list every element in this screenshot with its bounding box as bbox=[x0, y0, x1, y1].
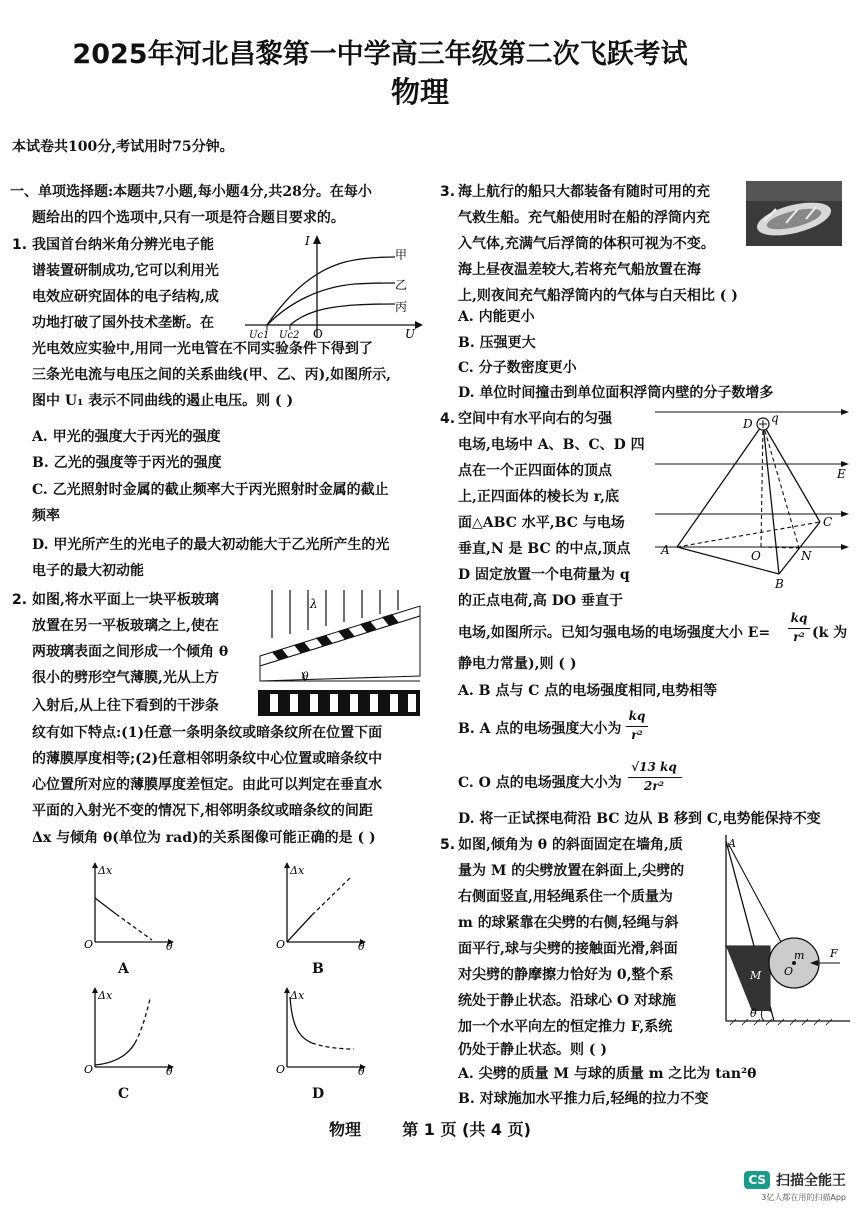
force-f-label: F bbox=[830, 947, 838, 960]
q5-line: 加一个水平向左的恒定推力 F,系统 bbox=[458, 1019, 673, 1035]
scanner-watermark bbox=[744, 1170, 846, 1203]
axis-label-i: I bbox=[305, 234, 310, 248]
graph-label-a: A bbox=[118, 961, 129, 977]
graph-theta-label: θ bbox=[166, 1065, 173, 1075]
field-e-label: E bbox=[837, 467, 846, 481]
point-c-label: C bbox=[823, 515, 833, 529]
question-number: 5. bbox=[440, 837, 456, 853]
q4-line: 的正点电荷,高 DO 垂直于 bbox=[458, 593, 623, 609]
q2-line: 如图,将水平面上一块平板玻璃 bbox=[32, 592, 219, 608]
scanner-tagline: 3亿人都在用的扫描App bbox=[761, 1193, 846, 1202]
graph-label-d: D bbox=[312, 1086, 325, 1102]
q4-option-b: B. A 点的电场强度大小为 bbox=[458, 721, 622, 737]
q2-line: Δx 与倾角 θ(单位为 rad)的关系图像可能正确的是 ( ) bbox=[32, 830, 376, 846]
q1-line: 功地打破了国外技术垄断。在 bbox=[32, 315, 214, 331]
inflatable-boat-photo bbox=[746, 181, 842, 246]
q4-line: 点在一个正四面体的顶点 bbox=[458, 463, 612, 479]
exam-title: 2025年河北昌黎第一中学高三年级第二次飞跃考试 bbox=[72, 39, 688, 70]
exam-intro: 本试卷共100分,考试用时75分钟。 bbox=[12, 139, 234, 155]
q2-line: 的薄膜厚度相等;(2)任意相邻明条纹中心位置或暗条纹中 bbox=[32, 751, 383, 767]
q3-option-b: B. 压强更大 bbox=[458, 335, 536, 351]
q5-option-b: B. 对球施加水平推力后,轻绳的拉力不变 bbox=[458, 1091, 709, 1107]
uc2-label: Uc2 bbox=[279, 330, 300, 341]
curve-label-jia: 甲 bbox=[395, 248, 408, 262]
q1-line: 我国首台纳米角分辨光电子能 bbox=[32, 237, 214, 253]
q3-line: 入气体,充满气后浮筒的体积可视为不变。 bbox=[458, 236, 715, 252]
frac-bar bbox=[626, 726, 648, 727]
q4-tetrahedron-figure bbox=[655, 402, 850, 592]
q4-line: 面△ABC 水平,BC 与电场 bbox=[458, 515, 625, 531]
q2-graph-d bbox=[272, 985, 367, 1075]
q1-line: 图中 U₁ 表示不同曲线的遏止电压。则 ( ) bbox=[32, 393, 294, 409]
q2-line: 纹有如下特点:(1)任意一条明条纹或暗条纹所在位置下面 bbox=[32, 725, 383, 741]
frac-bar bbox=[788, 628, 810, 629]
question-number: 3. bbox=[440, 184, 456, 200]
q5-option-a: A. 尖劈的质量 M 与球的质量 m 之比为 tan²θ bbox=[458, 1066, 757, 1082]
frac-num: √13 kq bbox=[631, 760, 677, 774]
graph-theta-label: θ bbox=[358, 1065, 365, 1075]
q1-option-c-cont: 频率 bbox=[32, 508, 60, 524]
section-heading-line2: 题给出的四个选项中,只有一项是符合题目要求的。 bbox=[32, 210, 345, 226]
graph-label-b: B bbox=[312, 961, 324, 977]
q2-line: 很小的劈形空气薄膜,光从上方 bbox=[32, 670, 219, 686]
cs-logo-icon: CS bbox=[744, 1171, 770, 1189]
q5-line: 面平行,球与尖劈的接触面光滑,斜面 bbox=[458, 941, 678, 957]
graph-label-c: C bbox=[118, 1086, 130, 1102]
q1-line: 三条光电流与电压之间的关系曲线(甲、乙、丙),如图所示, bbox=[32, 367, 391, 383]
graph-origin-label: O bbox=[276, 1063, 286, 1075]
q1-option-a: A. 甲光的强度大于丙光的强度 bbox=[32, 429, 221, 445]
q2-wedge-figure bbox=[250, 586, 425, 721]
point-d-label: D bbox=[743, 417, 753, 431]
scanner-app-name: 扫描全能王 bbox=[776, 1173, 846, 1189]
q4-line: D 固定放置一个电荷量为 q bbox=[458, 567, 630, 583]
q4-line: (k 为 bbox=[812, 625, 848, 641]
q2-line: 两玻璃表面之间形成一个倾角 θ bbox=[32, 644, 229, 660]
q5-line: 如图,倾角为 θ 的斜面固定在墙角,质 bbox=[458, 837, 683, 853]
charge-q-label: q bbox=[771, 411, 779, 425]
frac-num: kq bbox=[628, 709, 646, 723]
uc1-label: Uc1 bbox=[249, 330, 270, 341]
q1-option-d: D. 甲光所产生的光电子的最大初动能大于乙光所产生的光 bbox=[32, 537, 390, 553]
point-b-label: B bbox=[775, 577, 784, 591]
q4-option-a: A. B 点与 C 点的电场强度相同,电势相等 bbox=[458, 683, 718, 699]
q4-line: 空间中有水平向右的匀强 bbox=[458, 411, 612, 427]
graph-dx-label: Δx bbox=[290, 989, 305, 1002]
footer-subject: 物理 bbox=[329, 1120, 362, 1139]
point-o-label: O bbox=[751, 549, 761, 563]
q2-line: 放置在另一平板玻璃之上,使在 bbox=[32, 618, 219, 634]
q4-line: 垂直,N 是 BC 的中点,顶点 bbox=[458, 541, 631, 557]
q2-line: 入射后,从上往下看到的干涉条 bbox=[32, 698, 219, 714]
graph-dx-label: Δx bbox=[290, 864, 305, 877]
frac-num: kq bbox=[790, 611, 808, 625]
q2-graph-b bbox=[272, 860, 367, 950]
q5-line: 量为 M 的尖劈放置在斜面上,尖劈的 bbox=[458, 863, 685, 879]
footer-page-number: 第 1 页 (共 4 页) bbox=[402, 1120, 531, 1139]
q4-option-c: C. O 点的电场强度大小为 bbox=[458, 775, 622, 791]
q5-line: 右侧面竖直,用轻绳系住一个质量为 bbox=[458, 889, 673, 905]
question-number: 4. bbox=[440, 411, 456, 427]
wedge-m-label: M bbox=[750, 969, 762, 982]
center-o-label: O bbox=[784, 965, 794, 978]
point-a-label: A bbox=[728, 837, 736, 850]
graph-dx-label: Δx bbox=[98, 989, 113, 1002]
q3-option-a: A. 内能更小 bbox=[458, 309, 535, 325]
ball-m-label: m bbox=[794, 949, 805, 962]
frac-den: 2r² bbox=[644, 779, 664, 793]
q3-option-d: D. 单位时间撞击到单位面积浮筒内壁的分子数增多 bbox=[458, 385, 774, 401]
q2-line: 平面的入射光不变的情况下,相邻明条纹或暗条纹的间距 bbox=[32, 803, 373, 819]
subject-title: 物理 bbox=[390, 75, 449, 109]
lambda-label: λ bbox=[310, 597, 318, 611]
graph-origin-label: O bbox=[84, 938, 94, 950]
q4-line: 静电力常量),则 ( ) bbox=[458, 656, 577, 672]
theta-label: θ bbox=[302, 670, 309, 683]
q2-graph-c bbox=[80, 985, 175, 1075]
q4-line: 电场,如图所示。已知匀强电场的电场强度大小 E= bbox=[458, 625, 771, 641]
page-footer bbox=[0, 1117, 860, 1140]
q3-line: 海上航行的船只大都装备有随时可用的充 bbox=[458, 184, 710, 200]
q5-line: m 的球紧靠在尖劈的右侧,轻绳与斜 bbox=[458, 915, 679, 931]
q4-line: 电场,电场中 A、B、C、D 四 bbox=[458, 437, 645, 453]
graph-origin-label: O bbox=[84, 1063, 94, 1075]
q1-option-b: B. 乙光的强度等于丙光的强度 bbox=[32, 455, 222, 471]
q3-line: 上,则夜间充气船浮筒内的气体与白天相比 ( ) bbox=[458, 288, 738, 304]
question-number: 1. bbox=[12, 237, 28, 253]
q2-line: 心位置所对应的薄膜厚度差恒定。由此可以判定在垂直水 bbox=[32, 777, 382, 793]
q1-photocurrent-figure bbox=[245, 232, 425, 342]
frac-den: r² bbox=[793, 630, 805, 644]
frac-bar bbox=[628, 777, 682, 778]
graph-theta-label: θ bbox=[358, 940, 365, 950]
q1-option-d-cont: 电子的最大初动能 bbox=[32, 563, 144, 579]
q1-line: 电效应研究固体的电子结构,成 bbox=[32, 289, 219, 305]
graph-origin-label: O bbox=[276, 938, 286, 950]
q1-option-c: C. 乙光照射时金属的截止频率大于丙光照射时金属的截止 bbox=[32, 482, 389, 498]
q1-line: 光电效应实验中,用同一光电管在不同实验条件下得到了 bbox=[32, 341, 373, 357]
q5-line: 对尖劈的静摩擦力恰好为 0,整个系 bbox=[458, 967, 674, 983]
q4-option-d: D. 将一正试探电荷沿 BC 边从 B 移到 C,电势能保持不变 bbox=[458, 811, 821, 827]
axis-label-u: U bbox=[405, 327, 416, 341]
point-a-label: A bbox=[661, 543, 670, 557]
q4-line: 上,正四面体的棱长为 r,底 bbox=[458, 489, 619, 505]
q1-line: 谱装置研制成功,它可以利用光 bbox=[32, 263, 219, 279]
section-heading: 一、单项选择题:本题共7小题,每小题4分,共28分。在每小 bbox=[10, 184, 372, 200]
frac-den: r² bbox=[631, 728, 643, 742]
q3-line: 气救生船。充气船使用时在船的浮筒内充 bbox=[458, 210, 710, 226]
q5-line: 仍处于静止状态。则 ( ) bbox=[458, 1042, 607, 1058]
curve-label-bing: 丙 bbox=[395, 300, 408, 314]
angle-theta-label: θ bbox=[750, 1007, 757, 1020]
point-n-label: N bbox=[801, 549, 812, 563]
q3-line: 海上昼夜温差较大,若将充气船放置在海 bbox=[458, 262, 701, 278]
origin-label: O bbox=[313, 327, 323, 341]
q5-line: 统处于静止状态。沿球心 O 对球施 bbox=[458, 993, 676, 1009]
q3-option-c: C. 分子数密度更小 bbox=[458, 360, 577, 376]
q2-graph-a bbox=[80, 860, 175, 950]
graph-dx-label: Δx bbox=[98, 864, 113, 877]
graph-theta-label: θ bbox=[166, 940, 173, 950]
q5-wedge-ball-figure bbox=[722, 833, 852, 1028]
question-number: 2. bbox=[12, 592, 28, 608]
curve-label-yi: 乙 bbox=[395, 278, 408, 292]
